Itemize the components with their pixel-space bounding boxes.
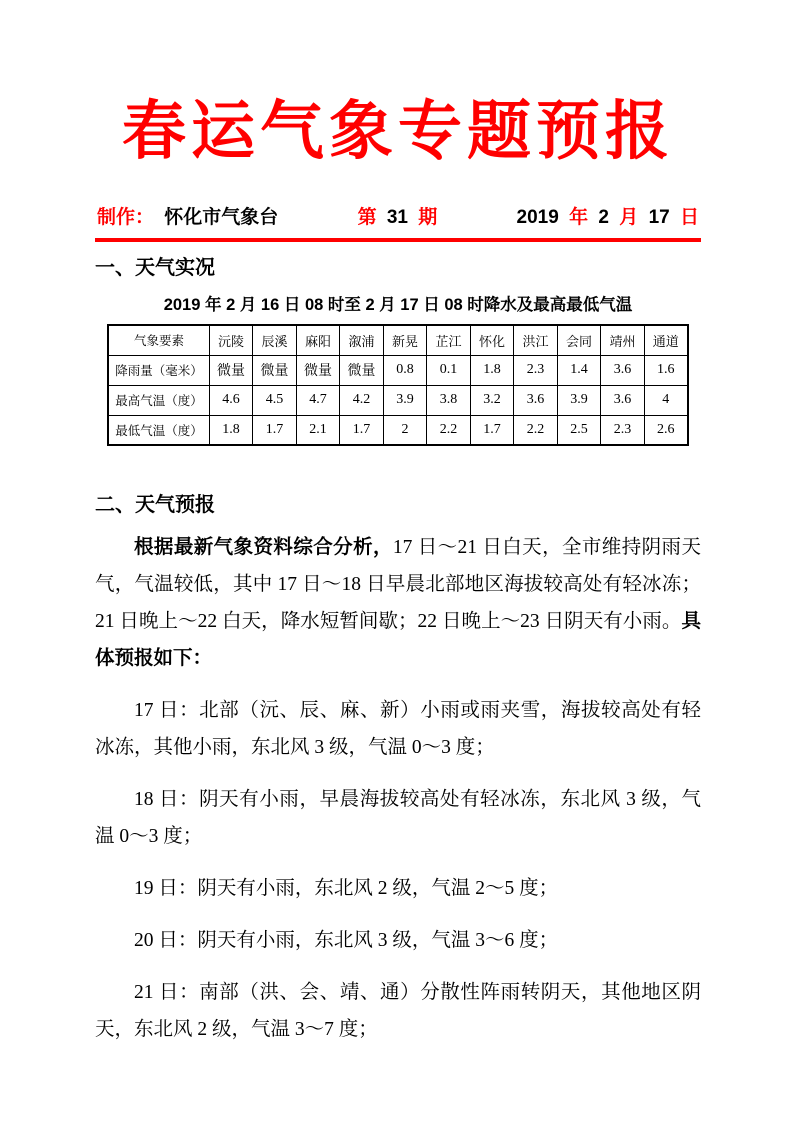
producer-info	[97, 202, 278, 229]
issue-date	[517, 202, 699, 229]
table-cell: 2.5	[557, 415, 601, 445]
date-month: 2	[598, 207, 609, 228]
issue-prefix: 第	[357, 207, 377, 228]
table-cell: 0.8	[383, 355, 427, 385]
forecast-paragraph: 17 日：北部（沅、辰、麻、新）小雨或雨夹雪，海拔较高处有轻冰冻，其他小雨，东北风 3 级，气温 0～3 度；	[95, 700, 701, 758]
table-cell: 微量	[253, 355, 297, 385]
table-cell: 1.6	[644, 355, 688, 385]
table-corner-cell: 气象要素	[108, 325, 209, 355]
table-row-header: 最高气温（度）	[108, 385, 209, 415]
issue-suffix: 期	[418, 207, 438, 228]
producer-name: 怀化市气象台	[164, 207, 279, 228]
table-cell: 微量	[340, 355, 384, 385]
table-cell: 2	[383, 415, 427, 445]
table-column-header: 溆浦	[340, 325, 384, 355]
red-divider	[95, 238, 701, 242]
forecast-list	[95, 692, 701, 1048]
forecast-intro-paragraph	[95, 529, 701, 677]
table-column-header: 洪江	[514, 325, 558, 355]
table-column-header: 芷江	[427, 325, 471, 355]
weather-table	[107, 324, 689, 446]
table-cell: 4.6	[209, 385, 253, 415]
page-title: 春运气象专题预报	[122, 96, 674, 167]
table-cell: 1.7	[340, 415, 384, 445]
issue-value: 31	[386, 207, 408, 228]
section1-heading: 一、天气实况	[95, 257, 215, 279]
table-cell: 3.8	[427, 385, 471, 415]
table-row-header: 降雨量（毫米）	[108, 355, 209, 385]
table-column-header: 辰溪	[253, 325, 297, 355]
table-cell: 微量	[296, 355, 340, 385]
date-day: 17	[648, 207, 670, 228]
table-header-row	[108, 325, 688, 355]
table-cell: 1.8	[209, 415, 253, 445]
forecast-paragraph: 20 日：阴天有小雨，东北风 3 级，气温 3～6 度；	[134, 930, 559, 951]
table-cell: 3.9	[557, 385, 601, 415]
table-cell: 1.4	[557, 355, 601, 385]
table-column-header: 麻阳	[296, 325, 340, 355]
forecast-paragraph: 21 日：南部（洪、会、靖、通）分散性阵雨转阴天，其他地区阴天，东北风 2 级，气温 3～7 度；	[95, 982, 701, 1040]
table-cell: 1.7	[470, 415, 514, 445]
table-cell: 1.7	[253, 415, 297, 445]
table-column-header: 通道	[644, 325, 688, 355]
table-column-header: 靖州	[601, 325, 645, 355]
table-cell: 2.2	[514, 415, 558, 445]
table-row	[108, 385, 688, 415]
table-cell: 3.6	[601, 385, 645, 415]
meta-row	[97, 202, 699, 229]
weather-table-body	[108, 325, 688, 445]
weather-table-title: 2019 年 2 月 16 日 08 时至 2 月 17 日 08 时降水及最高最低气温	[163, 296, 633, 314]
table-column-header: 新晃	[383, 325, 427, 355]
table-cell: 4	[644, 385, 688, 415]
intro-bold-lead: 根据最新气象资料综合分析，	[134, 537, 393, 558]
table-cell: 4.7	[296, 385, 340, 415]
table-cell: 4.2	[340, 385, 384, 415]
table-cell: 2.3	[601, 415, 645, 445]
date-year: 2019	[516, 207, 559, 228]
intro-text: 17 日～21 日白天，全市维持阴雨天气，气温较低，其中 17 日～18 日早晨北部地区海拔较高处有轻冰冻；21 日晚上～22 白天，降水短暂间歇；22 日晚上～23 日阴天有小雨。	[95, 537, 701, 632]
date-day-unit: 日	[679, 207, 699, 228]
table-cell: 2.3	[514, 355, 558, 385]
table-cell: 1.8	[470, 355, 514, 385]
date-year-unit: 年	[569, 207, 589, 228]
section2-heading: 二、天气预报	[95, 494, 215, 516]
table-cell: 3.6	[601, 355, 645, 385]
table-cell: 0.1	[427, 355, 471, 385]
table-cell: 3.9	[383, 385, 427, 415]
table-column-header: 沅陵	[209, 325, 253, 355]
forecast-paragraph: 19 日：阴天有小雨，东北风 2 级，气温 2～5 度；	[134, 878, 559, 899]
table-row	[108, 355, 688, 385]
table-cell: 2.1	[296, 415, 340, 445]
table-cell: 3.2	[470, 385, 514, 415]
producer-label: 制作：	[97, 207, 155, 228]
table-row-header: 最低气温（度）	[108, 415, 209, 445]
table-cell: 2.2	[427, 415, 471, 445]
table-cell: 3.6	[514, 385, 558, 415]
forecast-paragraph: 18 日：阴天有小雨，早晨海拔较高处有轻冰冻，东北风 3 级，气温 0～3 度；	[95, 789, 701, 847]
table-column-header: 会同	[557, 325, 601, 355]
intro-bold-tail: 具体预报如下：	[95, 611, 701, 669]
table-cell: 2.6	[644, 415, 688, 445]
table-cell: 4.5	[253, 385, 297, 415]
table-row	[108, 415, 688, 445]
table-cell: 微量	[209, 355, 253, 385]
date-month-unit: 月	[619, 207, 639, 228]
table-column-header: 怀化	[470, 325, 514, 355]
issue-number	[358, 202, 438, 229]
